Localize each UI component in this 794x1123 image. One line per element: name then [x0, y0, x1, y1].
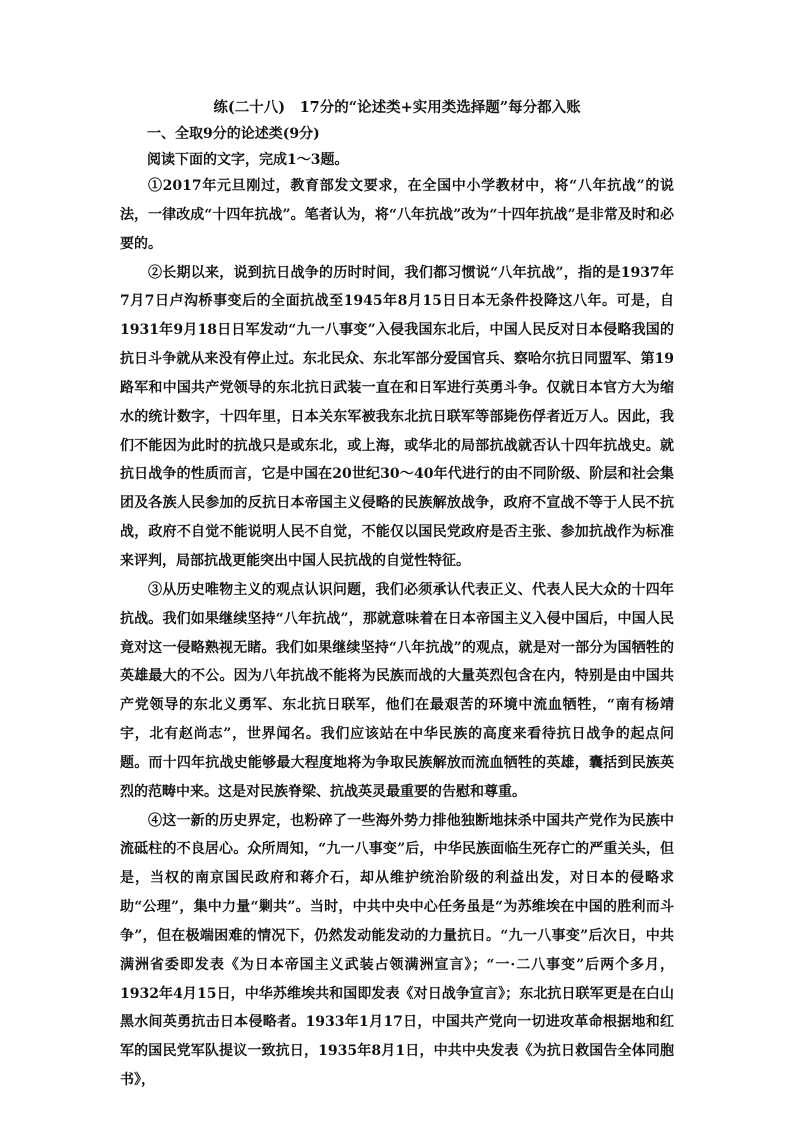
section-heading: 一、全取9分的论述类(9分)	[147, 126, 320, 142]
paragraph-2: ②长期以来，说到抗日战争的历时时间，我们都习惯说“八年抗战”，指的是1937年7月7日卢沟桥事变后的全面抗战至1945年8月15日日本无条件投降这八年。可是，自1931年9月18日日军发动“九一八事变”入侵我国东北后，中国人民反对日本侵略我国的抗日斗争就从来没有停止过。东北民众、东北军部分爱国官兵、察哈尔抗日同盟军、第19路军和中国共产党领导的东北抗日武装一直在和日军进行英勇斗争。仅就日本官方大为缩水的统计数字，十四年里，日本关东军被我东北抗日联军等部毙伤俘者近万人。因此，我们不能因为此时的抗战只是或东北，或上海，或华北的局部抗战就否认十四年抗战史。就抗日战争的性质而言，它是中国在20世纪30～40年代进行的由不同阶级、阶层和社会集团及各族人民参加的反抗日本帝国主义侵略的民族解放战争，政府不宣战不等于人民不抗战，政府不自觉不能说明人民不自觉，不能仅以国民党政府是否主张、参加抗战作为标准来评判，局部抗战更能突出中国人民抗战的自觉性特征。	[120, 264, 674, 569]
paragraph-1: ①2017年元旦刚过，教育部发文要求，在全国中小学教材中，将“八年抗战”的说法，一律改成“十四年抗战”。笔者认为，将“八年抗战”改为“十四年抗战”是非常及时和必要的。	[120, 178, 674, 252]
paragraph-4: ④这一新的历史界定，也粉碎了一些海外势力排他独断地抹杀中国共产党作为民族中流砥柱的不良居心。众所周知，“九一八事变”后，中华民族面临生死存亡的严重关头，但是，当权的南京国民政府和蒋介石，却从维护统治阶级的利益出发，对日本的侵略求助“公理”，集中力量“剿共”。当时，中共中央中心任务虽是“为苏维埃在中国的胜利而斗争”，但在极端困难的情况下，仍然发动能发动的力量抗日。“九一八事变”后次日，中共满洲省委即发表《为日本帝国主义武装占领满洲宣言》；“一·二八事变”后两个多月，1932年4月15日，中华苏维埃共和国即发表《对日战争宣言》；东北抗日联军更是在白山黑水间英勇抗击日本侵略者。1933年1月17日，中国共产党向一切进攻革命根据地和红军的国民党军队提议一致抗日，1935年8月1日，中共中央发表《为抗日救国告全体同胞书》，	[120, 812, 674, 1089]
instruction-text: 阅读下面的文字，完成1～3题。	[147, 152, 349, 168]
paragraph-3: ③从历史唯物主义的观点认识问题，我们必须承认代表正义、代表人民大众的十四年抗战。我们如果继续坚持“八年抗战”，那就意味着在日本帝国主义入侵中国后，中国人民竟对这一侵略熟视无睹。我们如果继续坚持“八年抗战”的观点，就是对一部分为国牺牲的英雄最大的不公。因为八年抗战不能将为民族而战的大量英烈包含在内，特别是由中国共产党领导的东北义勇军、东北抗日联军，他们在最艰苦的环境中流血牺牲，“南有杨靖宇，北有赵尚志”，世界闻名。我们应该站在中华民族的高度来看待抗日战争的起点问题。而十四年抗战史能够最大程度地将为争取民族解放而流血牺牲的英雄，囊括到民族英烈的范畴中来。这是对民族脊梁、抗战英灵最重要的告慰和尊重。	[120, 581, 674, 800]
article-body	[120, 172, 674, 1095]
page-title: 练(二十八) 17分的“论述类+实用类选择题”每分都入账	[213, 99, 581, 116]
